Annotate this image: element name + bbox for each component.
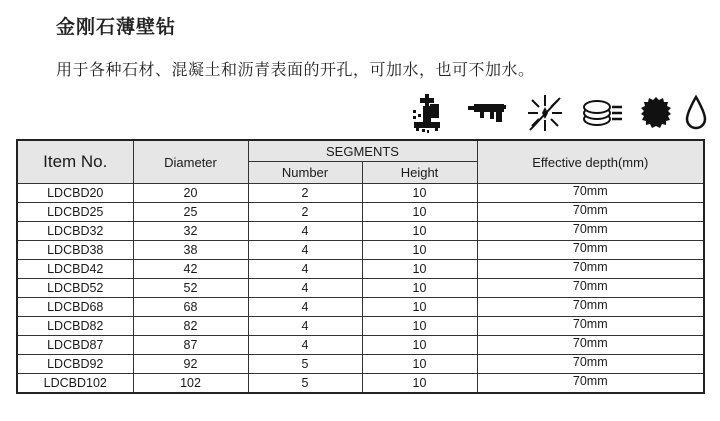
cell-number: 2 [248, 203, 362, 222]
cell-number: 4 [248, 279, 362, 298]
cell-depth: 70mm [477, 336, 704, 355]
table-row [17, 241, 704, 260]
application-icons [408, 92, 708, 134]
table-row [17, 260, 704, 279]
table-row [17, 222, 704, 241]
cell-item: LDCBD102 [17, 374, 133, 394]
cell-depth: 70mm [477, 203, 704, 222]
cell-number: 5 [248, 374, 362, 394]
cell-height: 10 [362, 241, 477, 260]
drill-rig-icon [410, 92, 446, 134]
cell-depth: 70mm [477, 355, 704, 374]
cell-diameter: 38 [133, 241, 248, 260]
cell-depth: 70mm [477, 260, 704, 279]
cell-item: LDCBD25 [17, 203, 133, 222]
cell-item: LDCBD68 [17, 298, 133, 317]
water-drop-icon [684, 92, 708, 134]
cell-height: 10 [362, 222, 477, 241]
cell-item: LDCBD38 [17, 241, 133, 260]
cell-height: 10 [362, 317, 477, 336]
cell-number: 4 [248, 241, 362, 260]
header-effective-depth: Effective depth(mm) [477, 140, 704, 184]
cell-number: 5 [248, 355, 362, 374]
cell-depth: 70mm [477, 222, 704, 241]
table-row [17, 374, 704, 394]
cell-number: 4 [248, 336, 362, 355]
cell-diameter: 25 [133, 203, 248, 222]
cell-height: 10 [362, 279, 477, 298]
cell-depth: 70mm [477, 317, 704, 336]
cell-diameter: 102 [133, 374, 248, 394]
page-title: 金刚石薄壁钻 [56, 16, 177, 38]
stone-stack-icon [582, 92, 624, 134]
cell-number: 2 [248, 184, 362, 203]
cell-diameter: 92 [133, 355, 248, 374]
table-row [17, 355, 704, 374]
cell-depth: 70mm [477, 298, 704, 317]
cell-item: LDCBD52 [17, 279, 133, 298]
header-diameter: Diameter [133, 140, 248, 184]
cell-item: LDCBD92 [17, 355, 133, 374]
cell-height: 10 [362, 184, 477, 203]
cell-diameter: 87 [133, 336, 248, 355]
cell-diameter: 32 [133, 222, 248, 241]
cell-number: 4 [248, 298, 362, 317]
cell-diameter: 42 [133, 260, 248, 279]
core-drill-machine-icon [466, 92, 508, 134]
cell-diameter: 20 [133, 184, 248, 203]
table-row [17, 336, 704, 355]
cell-item: LDCBD87 [17, 336, 133, 355]
cell-height: 10 [362, 355, 477, 374]
cell-depth: 70mm [477, 184, 704, 203]
cell-height: 10 [362, 336, 477, 355]
cell-diameter: 52 [133, 279, 248, 298]
header-number: Number [248, 162, 362, 184]
cell-item: LDCBD32 [17, 222, 133, 241]
cell-depth: 70mm [477, 279, 704, 298]
cell-height: 10 [362, 374, 477, 394]
cell-diameter: 82 [133, 317, 248, 336]
header-height: Height [362, 162, 477, 184]
cell-depth: 70mm [477, 374, 704, 394]
segmented-blade-icon [638, 92, 674, 134]
cell-height: 10 [362, 298, 477, 317]
page-subtitle: 用于各种石材、混凝土和沥青表面的开孔，可加水，也可不加水。 [56, 60, 535, 79]
cell-item: LDCBD42 [17, 260, 133, 279]
cell-height: 10 [362, 260, 477, 279]
cell-diameter: 68 [133, 298, 248, 317]
specification-table [16, 139, 705, 394]
table-row [17, 279, 704, 298]
table-row [17, 317, 704, 336]
header-item-no: Item No. [17, 140, 133, 184]
cell-item: LDCBD20 [17, 184, 133, 203]
cell-height: 10 [362, 203, 477, 222]
cell-number: 4 [248, 317, 362, 336]
cell-number: 4 [248, 260, 362, 279]
spark-icon [524, 92, 566, 134]
table-row [17, 203, 704, 222]
header-segments: SEGMENTS [248, 140, 477, 162]
table-row [17, 298, 704, 317]
cell-item: LDCBD82 [17, 317, 133, 336]
cell-depth: 70mm [477, 241, 704, 260]
cell-number: 4 [248, 222, 362, 241]
table-row [17, 184, 704, 203]
